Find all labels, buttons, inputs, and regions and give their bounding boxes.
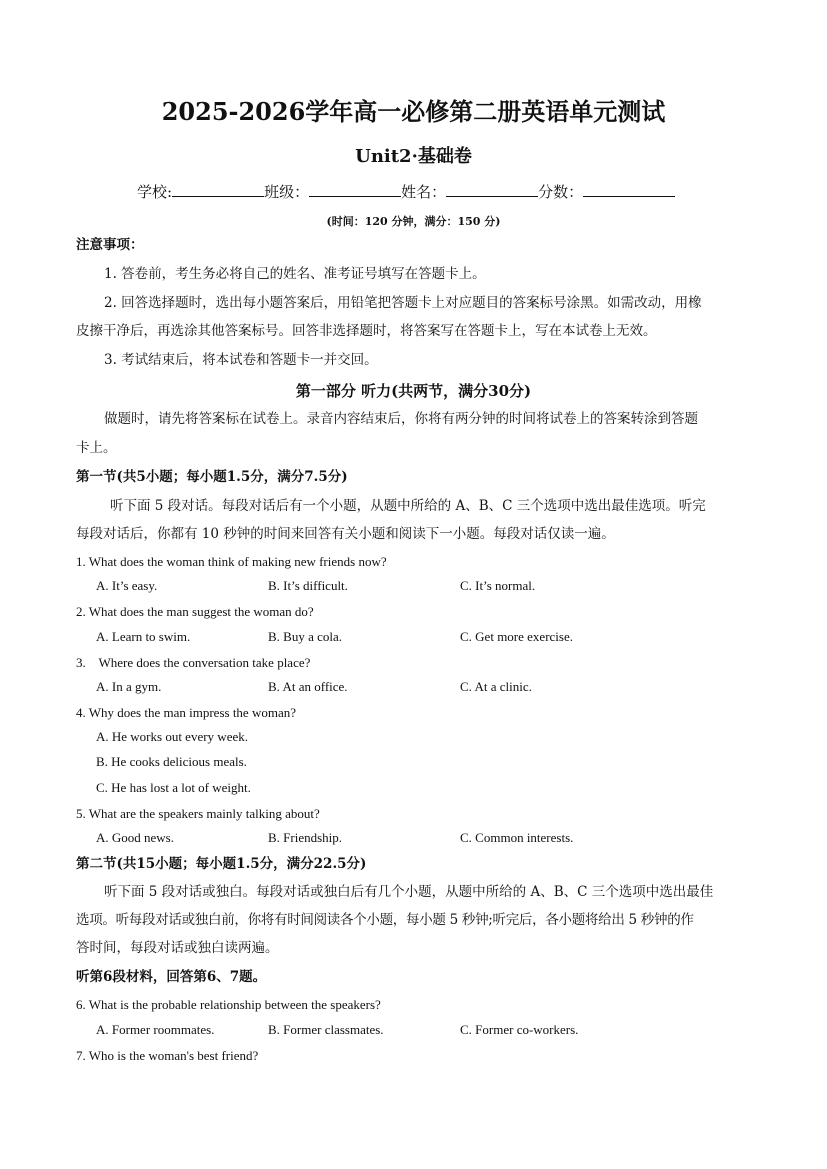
option[interactable]: A. Learn to swim. xyxy=(96,629,191,644)
question-2: 2. What does the man suggest the woman do? xyxy=(76,604,314,619)
option[interactable]: B. Former classmates. xyxy=(268,1022,384,1037)
school-label: 学校: xyxy=(137,183,173,201)
section2-intro: 听下面 5 段对话或独白。每段对话或独白后有几个小题，从题中所给的 A、B、C 三个选项中选出最佳 xyxy=(104,884,714,900)
class-label: 班级： xyxy=(264,183,310,201)
option[interactable]: C. Former co-workers. xyxy=(460,1022,579,1037)
name-label: 姓名： xyxy=(401,183,447,201)
document-title: 2025-2026学年高一必修第二册英语单元测试 xyxy=(161,97,666,126)
option[interactable]: C. At a clinic. xyxy=(460,679,532,694)
option[interactable]: A. Former roommates. xyxy=(96,1022,215,1037)
option[interactable]: B. He cooks delicious meals. xyxy=(96,754,247,769)
question-1: 1. What does the woman think of making new friends now? xyxy=(76,554,387,569)
time-info: (时间：120 分钟，满分：150 分) xyxy=(326,215,501,228)
option[interactable]: B. Friendship. xyxy=(268,830,343,845)
notice-item: 3. 考试结束后，将本试卷和答题卡一并交回。 xyxy=(104,352,378,368)
option[interactable]: C. Get more exercise. xyxy=(460,629,573,644)
notice-item: 皮擦干净后，再选涂其他答案标号。回答非选择题时，将答案写在答题卡上，写在本试卷上无效。 xyxy=(76,323,657,339)
part1-intro: 做题时，请先将答案标在试卷上。录音内容结束后，你将有两分钟的时间将试卷上的答案转涂到答题 xyxy=(104,411,698,427)
notice-item: 1. 答卷前，考生务必将自己的姓名、准考证号填写在答题卡上。 xyxy=(104,266,486,282)
part1-intro: 卡上。 xyxy=(76,440,117,456)
option[interactable]: A. Good news. xyxy=(96,830,174,845)
option[interactable]: B. It’s difficult. xyxy=(268,578,348,593)
option[interactable]: C. Common interests. xyxy=(460,830,574,845)
class-blank[interactable] xyxy=(309,182,401,197)
school-blank[interactable] xyxy=(172,182,264,197)
score-label: 分数： xyxy=(538,183,584,201)
name-blank[interactable] xyxy=(446,182,538,197)
option[interactable]: C. He has lost a lot of weight. xyxy=(96,780,251,795)
question-6: 6. What is the probable relationship between the speakers? xyxy=(76,997,381,1012)
question-3: 3. Where does the conversation take place? xyxy=(76,655,311,670)
document-subtitle: Unit2·基础卷 xyxy=(355,146,472,167)
option[interactable]: C. It’s normal. xyxy=(460,578,536,593)
part1-heading: 第一部分 听力(共两节，满分30分) xyxy=(295,382,532,400)
question-4: 4. Why does the man impress the woman? xyxy=(76,705,296,720)
option[interactable]: A. It’s easy. xyxy=(96,578,158,593)
option[interactable]: B. At an office. xyxy=(268,679,348,694)
notice-item: 2. 回答选择题时，选出每小题答案后，用铅笔把答题卡上对应题目的答案标号涂黑。如需改动，用橡 xyxy=(104,295,702,311)
section2-heading: 第二节(共15小题；每小题1.5分，满分22.5分) xyxy=(76,856,367,872)
section2-intro: 选项。听每段对话或独白前，你将有时间阅读各个小题，每小题 5 秒钟;听完后，各小题将给出 5 秒钟的作 xyxy=(76,912,694,928)
section2-intro: 答时间，每段对话或独白读两遍。 xyxy=(76,940,279,956)
material-heading: 听第6段材料，回答第6、7题。 xyxy=(76,969,267,985)
option[interactable]: A. He works out every week. xyxy=(96,729,248,744)
section1-intro: 听下面 5 段对话。每段对话后有一个小题，从题中所给的 A、B、C 三个选项中选出最佳选项。听完 xyxy=(110,498,706,514)
section1-intro: 每段对话后，你都有 10 秒钟的时间来回答有关小题和阅读下一小题。每段对话仅读一遍。 xyxy=(76,526,615,542)
question-7: 7. Who is the woman's best friend? xyxy=(76,1048,259,1063)
notice-heading: 注意事项： xyxy=(76,237,144,253)
option[interactable]: B. Buy a cola. xyxy=(268,629,343,644)
option[interactable]: A. In a gym. xyxy=(96,679,162,694)
question-5: 5. What are the speakers mainly talking about? xyxy=(76,806,320,821)
score-blank[interactable] xyxy=(583,182,675,197)
student-info-fields xyxy=(137,181,675,202)
section1-heading: 第一节(共5小题；每小题1.5分，满分7.5分) xyxy=(76,469,348,485)
